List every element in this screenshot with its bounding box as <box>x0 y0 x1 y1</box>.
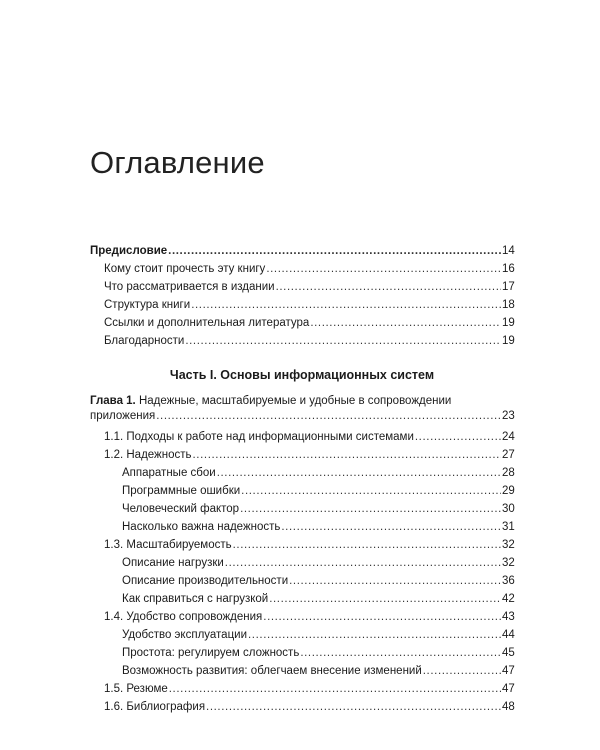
dot-leader <box>225 554 501 572</box>
toc-page-number: 36 <box>502 575 515 587</box>
toc-section[interactable] <box>90 446 514 464</box>
toc-entry-label: Предисловие <box>90 245 168 257</box>
toc-page-number: 48 <box>502 701 515 713</box>
toc-entry-label: Программные ошибки <box>122 485 241 497</box>
toc-page-number: 29 <box>502 485 515 497</box>
chapter-title-text: Надежные, масштабируемые и удобные в сопровождении <box>135 395 452 407</box>
chapter-title-continued: приложения <box>90 410 156 422</box>
toc-page-number: 43 <box>502 611 515 623</box>
toc-entry-preface[interactable] <box>90 242 514 260</box>
toc-page-number: 19 <box>502 335 515 347</box>
toc-entry-label: Как справиться с нагрузкой <box>122 593 269 605</box>
toc-entry[interactable] <box>90 314 514 332</box>
toc-entry-label: Структура книги <box>104 299 191 311</box>
toc-subsection[interactable] <box>90 464 514 482</box>
toc-entry-label: 1.1. Подходы к работе над информационными системами <box>104 431 414 443</box>
toc-entry-label: Описание производительности <box>122 575 289 587</box>
toc-page-number: 42 <box>502 593 515 605</box>
dot-leader <box>233 536 501 554</box>
toc-page-number: 44 <box>502 629 515 641</box>
toc-page-number: 18 <box>502 299 515 311</box>
chapter-title-line2 <box>90 409 514 424</box>
toc-entry-label: Возможность развития: облегчаем внесение изменений <box>122 665 422 677</box>
dot-leader <box>169 680 501 698</box>
toc-subsection[interactable] <box>90 572 514 590</box>
toc-page-number: 14 <box>502 245 515 257</box>
toc-entry[interactable] <box>90 278 514 296</box>
dot-leader <box>266 260 501 278</box>
dot-leader <box>241 482 501 500</box>
toc-entry-label: 1.3. Масштабируемость <box>104 539 232 551</box>
toc-section[interactable] <box>90 428 514 446</box>
dot-leader <box>217 464 501 482</box>
dot-leader <box>156 409 501 424</box>
toc-entry-label: Благодарности <box>104 335 185 347</box>
toc-page-number: 16 <box>502 263 515 275</box>
dot-leader <box>423 662 501 680</box>
toc-entry[interactable] <box>90 296 514 314</box>
toc-entry[interactable] <box>90 260 514 278</box>
dot-leader <box>206 698 501 716</box>
toc-section[interactable] <box>90 608 514 626</box>
toc-entry-label: Аппаратные сбои <box>122 467 216 479</box>
dot-leader <box>193 446 501 464</box>
chapter-title-line <box>90 394 514 409</box>
toc-entry-label: Человеческий фактор <box>122 503 240 515</box>
toc-subsection[interactable] <box>90 500 514 518</box>
dot-leader <box>276 278 501 296</box>
dot-leader <box>281 518 501 536</box>
dot-leader <box>263 608 501 626</box>
toc-page-number: 47 <box>502 665 515 677</box>
dot-leader <box>289 572 501 590</box>
toc-page-number: 24 <box>502 431 515 443</box>
table-of-contents <box>90 242 514 716</box>
dot-leader <box>191 296 501 314</box>
toc-subsection[interactable] <box>90 518 514 536</box>
toc-entry-label: 1.4. Удобство сопровождения <box>104 611 263 623</box>
toc-section[interactable] <box>90 680 514 698</box>
toc-section[interactable] <box>90 536 514 554</box>
dot-leader <box>168 242 501 260</box>
toc-entry-label: Удобство эксплуатации <box>122 629 248 641</box>
part-heading: Часть I. Основы информационных систем <box>169 368 435 382</box>
dot-leader <box>185 332 501 350</box>
toc-subsection[interactable] <box>90 554 514 572</box>
toc-page-number: 28 <box>502 467 515 479</box>
toc-page-number: 27 <box>502 449 515 461</box>
toc-section[interactable] <box>90 698 514 716</box>
toc-entry-label: Что рассматривается в издании <box>104 281 275 293</box>
page-title: Оглавление <box>90 145 265 180</box>
dot-leader <box>248 626 501 644</box>
toc-entry-label: Ссылки и дополнительная литература <box>104 317 310 329</box>
toc-page-number: 47 <box>502 683 515 695</box>
toc-page-number: 23 <box>502 410 515 422</box>
toc-subsection[interactable] <box>90 626 514 644</box>
toc-page-number: 19 <box>502 317 515 329</box>
toc-page-number: 17 <box>502 281 515 293</box>
toc-page-number: 30 <box>502 503 515 515</box>
toc-page-number: 32 <box>502 557 515 569</box>
toc-subsection[interactable] <box>90 662 514 680</box>
dot-leader <box>300 644 501 662</box>
toc-entry[interactable] <box>90 332 514 350</box>
dot-leader <box>240 500 501 518</box>
toc-subsection[interactable] <box>90 482 514 500</box>
toc-subsection[interactable] <box>90 644 514 662</box>
dot-leader <box>269 590 501 608</box>
toc-entry-label: 1.6. Библиография <box>104 701 206 713</box>
dot-leader <box>310 314 501 332</box>
toc-subsection[interactable] <box>90 590 514 608</box>
dot-leader <box>415 428 501 446</box>
chapter-prefix: Глава 1. <box>90 395 136 407</box>
toc-page-number: 32 <box>502 539 515 551</box>
toc-entry-label: Описание нагрузки <box>122 557 224 569</box>
toc-chapter[interactable] <box>90 394 514 424</box>
toc-page-number: 31 <box>502 521 515 533</box>
toc-entry-label: 1.5. Резюме <box>104 683 168 695</box>
toc-entry-label: Простота: регулируем сложность <box>122 647 300 659</box>
toc-page-number: 45 <box>502 647 515 659</box>
toc-entry-label: Насколько важна надежность <box>122 521 281 533</box>
toc-entry-label: Кому стоит прочесть эту книгу <box>104 263 266 275</box>
toc-entry-label: 1.2. Надежность <box>104 449 192 461</box>
